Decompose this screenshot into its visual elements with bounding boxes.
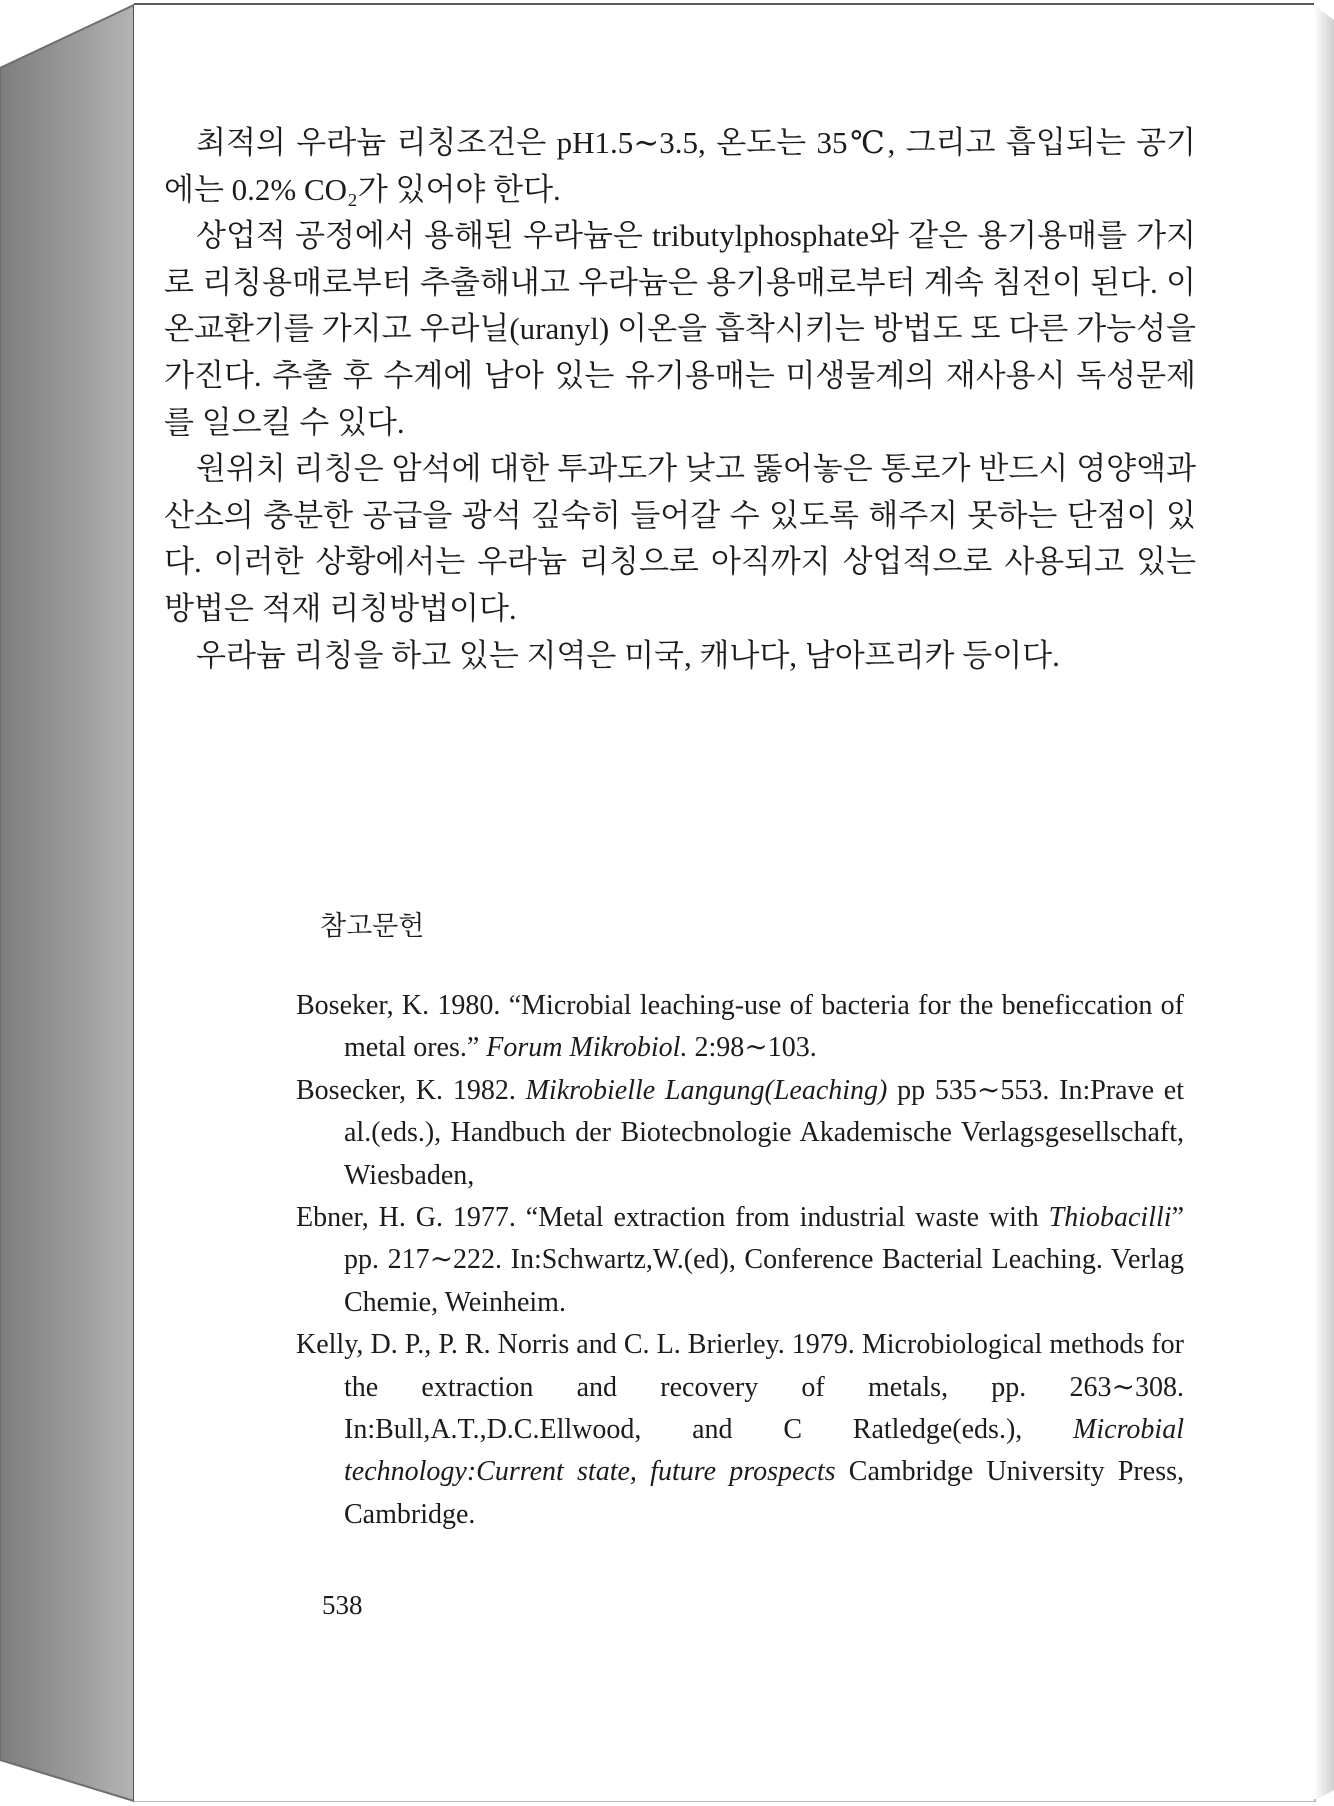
reference-item: Bosecker, K. 1982. Mikrobielle Langung(Leaching) pp 535∼553. In:Prave et al.(eds.), Handbuch der Biotecbnologie Akademische Verlagsgesellschaft, Wiesbaden, <box>296 1074 1184 1191</box>
reference-item: Boseker, K. 1980. “Microbial leaching-use of bacteria for the beneficcation of metal ores.” Forum Mikrobiol. 2:98∼103. <box>296 990 1184 1064</box>
reference-item: Ebner, H. G. 1977. “Metal extraction from industrial waste with Thiobacilli” pp. 217∼222. In:Schwartz,W.(ed), Conference Bacterial Leaching. Verlag Chemie, Weinheim. <box>296 1202 1184 1318</box>
paragraph: 우라늄 리칭을 하고 있는 지역은 미국, 캐나다, 남아프리카 등이다. <box>196 637 1060 673</box>
paragraph: 원위치 리칭은 암석에 대한 투과도가 낮고 뚫어놓은 통로가 반드시 영양액과 산소의 충분한 공급을 광석 깊숙히 들어갈 수 있도록 해주지 못하는 단점이 있다. 이러한 상황에서는 우라늄 리칭으로 아직까지 상업적으로 사용되고 있는 방법은 적재 리칭방법이다. <box>164 451 1196 626</box>
references-heading: 참고문헌 <box>320 911 425 942</box>
paragraph: 최적의 우라늄 리칭조건은 pH1.5∼3.5, 온도는 35℃, 그리고 흡입되는 공기에는 0.2% CO₂가 있어야 한다. <box>164 125 1196 207</box>
page-edge-right <box>1314 5 1334 1801</box>
reference-item: Kelly, D. P., P. R. Norris and C. L. Brierley. 1979. Microbiological methods for the extraction and recovery of metals, pp. 263∼308. In:Bull,A.T.,D.C.Ellwood, and C Ratledge(eds.), Microbial technology:Current state, future prospects Cambridge University Press, Cambridge. <box>296 1329 1184 1530</box>
body-text <box>164 120 1196 679</box>
paragraph: 상업적 공정에서 용해된 우라늄은 tributylphosphate와 같은 용기용매를 가지로 리칭용매로부터 추출해내고 우라늄은 용기용매로부터 계속 침전이 된다. 이온교환기를 가지고 우라닐(uranyl) 이온을 흡착시키는 방법도 또 다른 가능성을 가진다. 추출 후 수계에 남아 있는 유기용매는 미생물계의 재사용시 독성문제를 일으킬 수 있다. <box>164 218 1196 440</box>
book-spine <box>0 5 134 1801</box>
reference-list <box>296 985 1184 1536</box>
page-number: 538 <box>322 1590 363 1620</box>
